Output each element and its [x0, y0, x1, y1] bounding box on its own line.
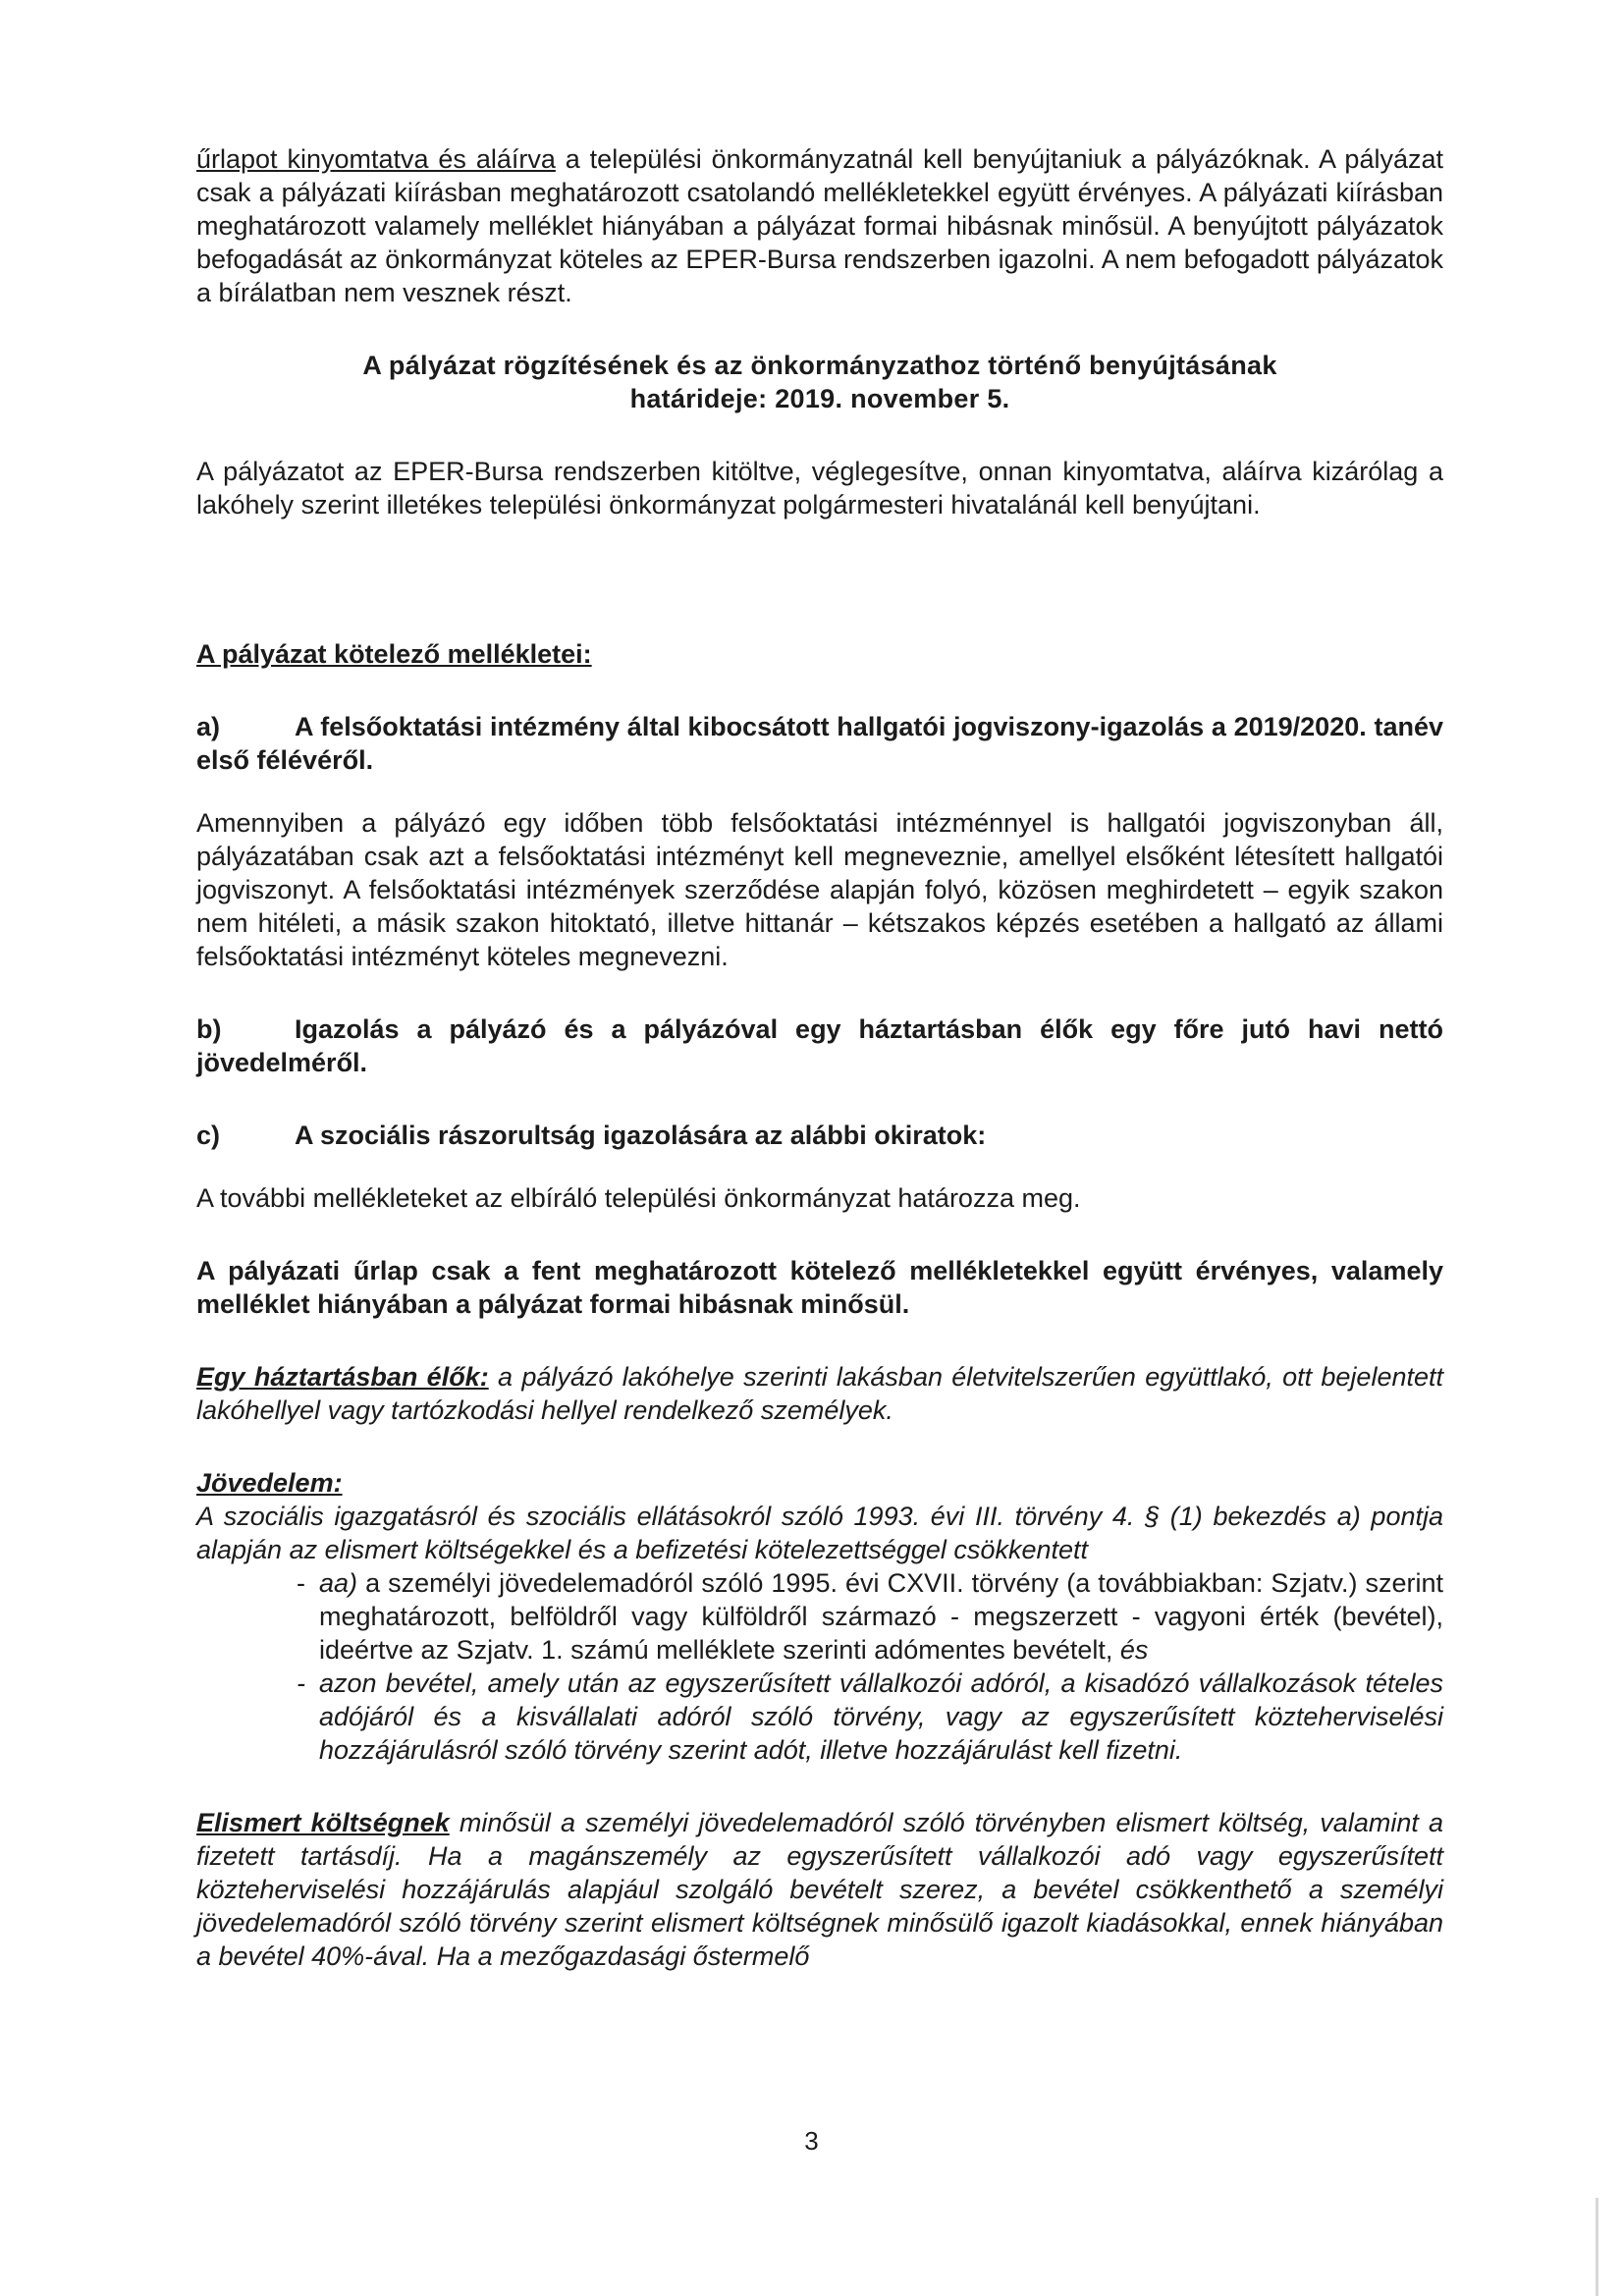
item-b-text: Igazolás a pályázó és a pályázóval egy háztartásban élők egy főre jutó havi nettó jövedelméről. — [196, 1014, 1443, 1077]
submission-paragraph: A pályázatot az EPER-Bursa rendszerben kitöltve, véglegesítve, onnan kinyomtatva, aláírva kizárólag a lakóhely szerint illetékes települési önkormányzat polgármesteri hivatalánál kell benyújtani. — [196, 457, 1443, 519]
income-item-tail: és — [1119, 1635, 1149, 1665]
income-list-item — [196, 1566, 1443, 1667]
scan-edge — [1596, 2198, 1598, 2296]
list-dash: - — [297, 1668, 305, 1698]
item-b-label: b) — [196, 1014, 222, 1044]
household-definition — [196, 1360, 1443, 1427]
item-c-label: c) — [196, 1121, 221, 1150]
income-title: Jövedelem: — [196, 1468, 343, 1498]
costs-definition — [196, 1806, 1443, 1973]
income-item-aa-label: aa) — [319, 1568, 358, 1598]
costs-term: Elismert költségnek — [196, 1808, 450, 1837]
item-a-text: A felsőoktatási intézmény által kibocsátott hallgatói jogviszony-igazolás a 2019/2020. tanév első félévéről. — [196, 712, 1443, 775]
attachments-heading: A pályázat kötelező mellékletei: — [196, 639, 592, 669]
costs-text: minősül a személyi jövedelemadóról szóló törvényben elismert költség, valamint a fizetett tartásdíj. Ha a magánszemély az egyszerűsített vállalkozói adó vagy egyszerűsített közteherviselési hozzájárulás alapjául szolgáló bevételt szerez, a bevétel csökkenthető a személyi jövedelemadóról szóló törvény szerint elismert költségnek minősülő igazolt kiadásokkal, ennek hiányában a bevétel 40%-ával. Ha a mezőgazdasági őstermelő — [196, 1808, 1443, 1971]
deadline-line-1: A pályázat rögzítésének és az önkormányzathoz történő benyújtásának — [362, 351, 1277, 380]
item-c-detail: A további mellékleteket az elbíráló települési önkormányzat határozza meg. — [196, 1183, 1081, 1213]
attachment-item-c — [196, 1119, 1443, 1152]
income-item-text: azon bevétel, amely után az egyszerűsített vállalkozói adóról, a kisadózó vállalkozások tételes adójáról és a kisvállalati adóról szóló törvény, vagy az egyszerűsített közteherviselési hozzájárulásról szóló törvény szerint adót, illetve hozzájárulást kell fizetni. — [319, 1668, 1443, 1765]
income-item-text: a személyi jövedelemadóról szóló 1995. évi CXVII. törvény (a továbbiakban: Szjatv.) szerint meghatározott, belföldről vagy külföldről származó - megszerzett - vagyoni érték (bevétel), ideértve az Szjatv. 1. számú melléklete szerinti adómentes bevételt, — [319, 1568, 1443, 1665]
list-dash: - — [297, 1568, 305, 1598]
household-text: a pályázó lakóhelye szerinti lakásban életvitelszerűen együttlakó, ott bejelentett lakóhellyel vagy tartózkodási hellyel rendelkező személyek. — [196, 1362, 1444, 1425]
attachment-item-a — [196, 710, 1443, 777]
attachment-item-b — [196, 1012, 1443, 1079]
income-intro: A szociális igazgatásról és szociális ellátásokról szóló 1993. évi III. törvény 4. § (1) bekezdés a) pontja alapján az elismert költségekkel és a befizetési kötelezettséggel csökkentett — [196, 1502, 1443, 1564]
intro-text: a települési önkormányzatnál kell benyújtaniuk a pályázóknak. A pályázat csak a pályázati kiírásban meghatározott csatolandó mellékletekkel együtt érvényes. A pályázati kiírásban meghatározott valamely melléklet hiányában a pályázat formai hibásnak minősül. A benyújtott pályázatok befogadását az önkormányzat köteles az EPER-Bursa rendszerben igazolni. A nem befogadott pályázatok a bírálatban nem vesznek részt. — [196, 144, 1443, 307]
intro-underlined-text: űrlapot kinyomtatva és aláírva — [196, 144, 556, 174]
deadline-block — [196, 349, 1443, 415]
item-a-label: a) — [196, 712, 221, 741]
income-list — [196, 1566, 1443, 1767]
household-term: Egy háztartásban élők: — [196, 1362, 489, 1392]
validity-note: A pályázati űrlap csak a fent meghatározott kötelező mellékletekkel együtt érvényes, valamely melléklet hiányában a pályázat formai hibásnak minősül. — [196, 1256, 1443, 1319]
document-page — [196, 142, 1443, 1973]
item-a-detail: Amennyiben a pályázó egy időben több felsőoktatási intézménnyel is hallgatói jogviszonyban áll, pályázatában csak azt a felsőoktatási intézményt kell megneveznie, amellyel elsőként létesített hallgatói jogviszonyt. A felsőoktatási intézmények szerződése alapján folyó, közösen meghirdetett – egyik szakon nem hitéleti, a másik szakon hitoktató, illetve hittanár – kétszakos képzés esetében a hallgató az állami felsőoktatási intézményt köteles megnevezni. — [196, 808, 1443, 971]
item-c-text: A szociális rászorultság igazolására az alábbi okiratok: — [295, 1121, 987, 1150]
intro-paragraph — [196, 142, 1443, 309]
income-list-item — [196, 1667, 1443, 1767]
deadline-line-2: határideje: 2019. november 5. — [629, 384, 1010, 413]
page-number: 3 — [804, 2126, 819, 2156]
